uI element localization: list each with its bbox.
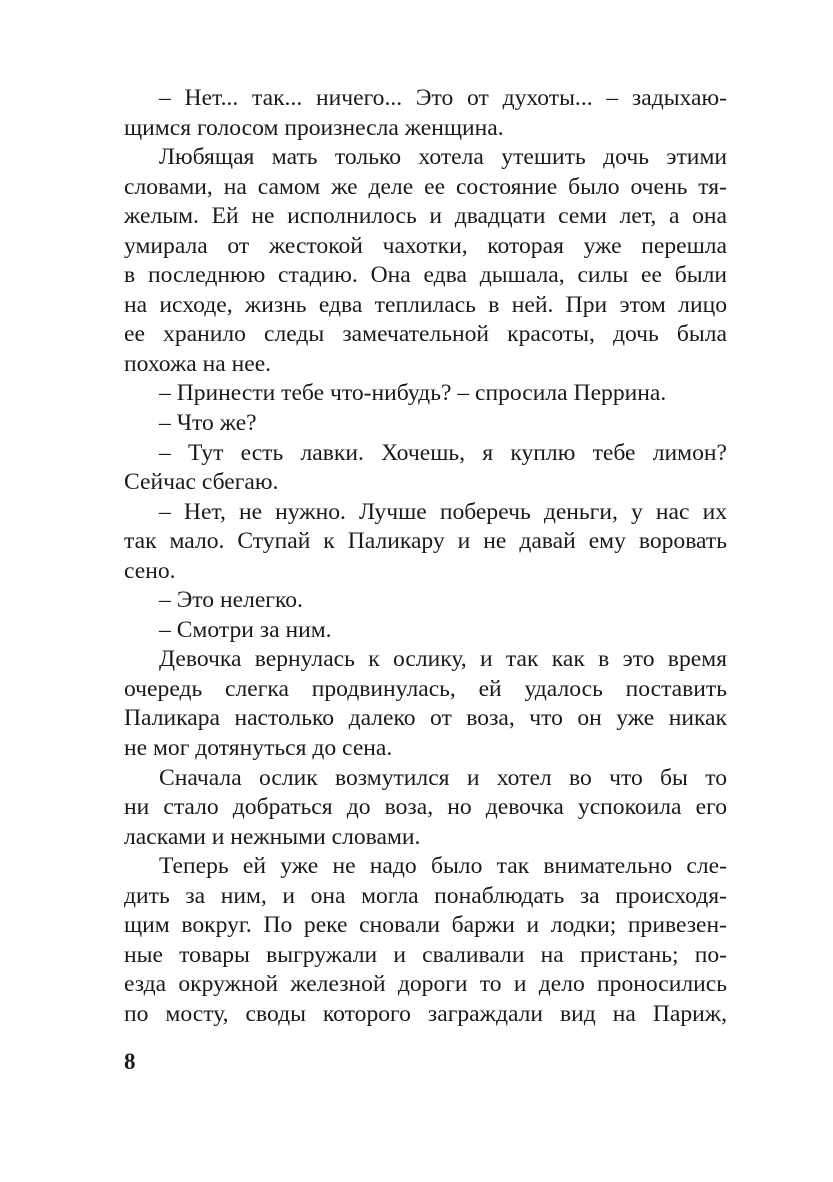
text-line: сено. [124, 557, 176, 584]
text-line: Сейчас сбегаю. [124, 469, 279, 496]
text-line: – Это нелегко. [159, 587, 303, 614]
paragraph [124, 645, 727, 763]
text-line: езда окружной железной дороги то и дело проносились [124, 971, 727, 998]
text-line: – Тут есть лавки. Хочешь, я куплю тебе лимон? [159, 439, 727, 466]
text-line: ные товары выгружали и сваливали на пристань; по- [124, 941, 727, 968]
text-line: Сначала ослик возмутился и хотел во что бы то [159, 764, 727, 791]
text-line: Любящая мать только хотела утешить дочь этими [159, 144, 727, 171]
text-line: так мало. Ступай к Паликару и не давай ему воровать [124, 528, 727, 555]
paragraph [124, 498, 727, 587]
paragraph [124, 586, 727, 616]
text-line: ни стало добраться до воза, но девочка успокоила его [124, 794, 727, 821]
paragraph [124, 852, 727, 1029]
text-line: Девочка вернулась к ослику, и так как в это время [159, 646, 727, 673]
page-number: 8 [124, 1049, 136, 1074]
text-line: словами, на самом же деле ее состояние было очень тя- [124, 173, 727, 200]
text-line: дить за ним, и она могла понаблюдать за происходя- [124, 882, 727, 909]
paragraph [124, 143, 727, 379]
text-line: щимся голосом произнесла женщина. [124, 114, 504, 141]
text-line: умирала от жестокой чахотки, которая уже перешла [124, 232, 727, 259]
text-line: ее хранило следы замечательной красоты, дочь была [124, 321, 727, 348]
paragraph [124, 764, 727, 853]
text-line: очередь слегка продвинулась, ей удалось поставить [124, 675, 727, 702]
body-text [124, 84, 727, 1030]
text-line: – Нет... так... ничего... Это от духоты... – задыхаю- [159, 85, 727, 111]
text-line: Паликара настолько далеко от воза, что он уже никак [124, 705, 727, 732]
paragraph [124, 439, 727, 498]
text-line: похожа на нее. [124, 350, 272, 377]
paragraph [124, 84, 727, 143]
paragraph [124, 379, 727, 409]
text-line: – Что же? [159, 410, 257, 437]
text-line: – Нет, не нужно. Лучше поберечь деньги, у нас их [159, 498, 727, 525]
text-line: не мог дотянуться до сена. [124, 735, 393, 762]
text-line: Теперь ей уже не надо было так внимательно сле- [159, 853, 727, 880]
paragraph [124, 409, 727, 439]
text-line: щим вокруг. По реке сновали баржи и лодки; привезен- [124, 912, 727, 939]
text-line: по мосту, своды которого заграждали вид на Париж, [124, 1000, 727, 1027]
text-line: желым. Ей не исполнилось и двадцати семи лет, а она [124, 203, 727, 230]
paragraph [124, 616, 727, 646]
text-line: – Принести тебе что-нибудь? – спросила Перрина. [159, 380, 667, 407]
text-line: в последнюю стадию. Она едва дышала, силы ее были [124, 262, 727, 289]
text-line: на исходе, жизнь едва теплилась в ней. При этом лицо [124, 291, 727, 318]
text-line: ласками и нежными словами. [124, 823, 421, 850]
text-line: – Смотри за ним. [159, 616, 332, 643]
